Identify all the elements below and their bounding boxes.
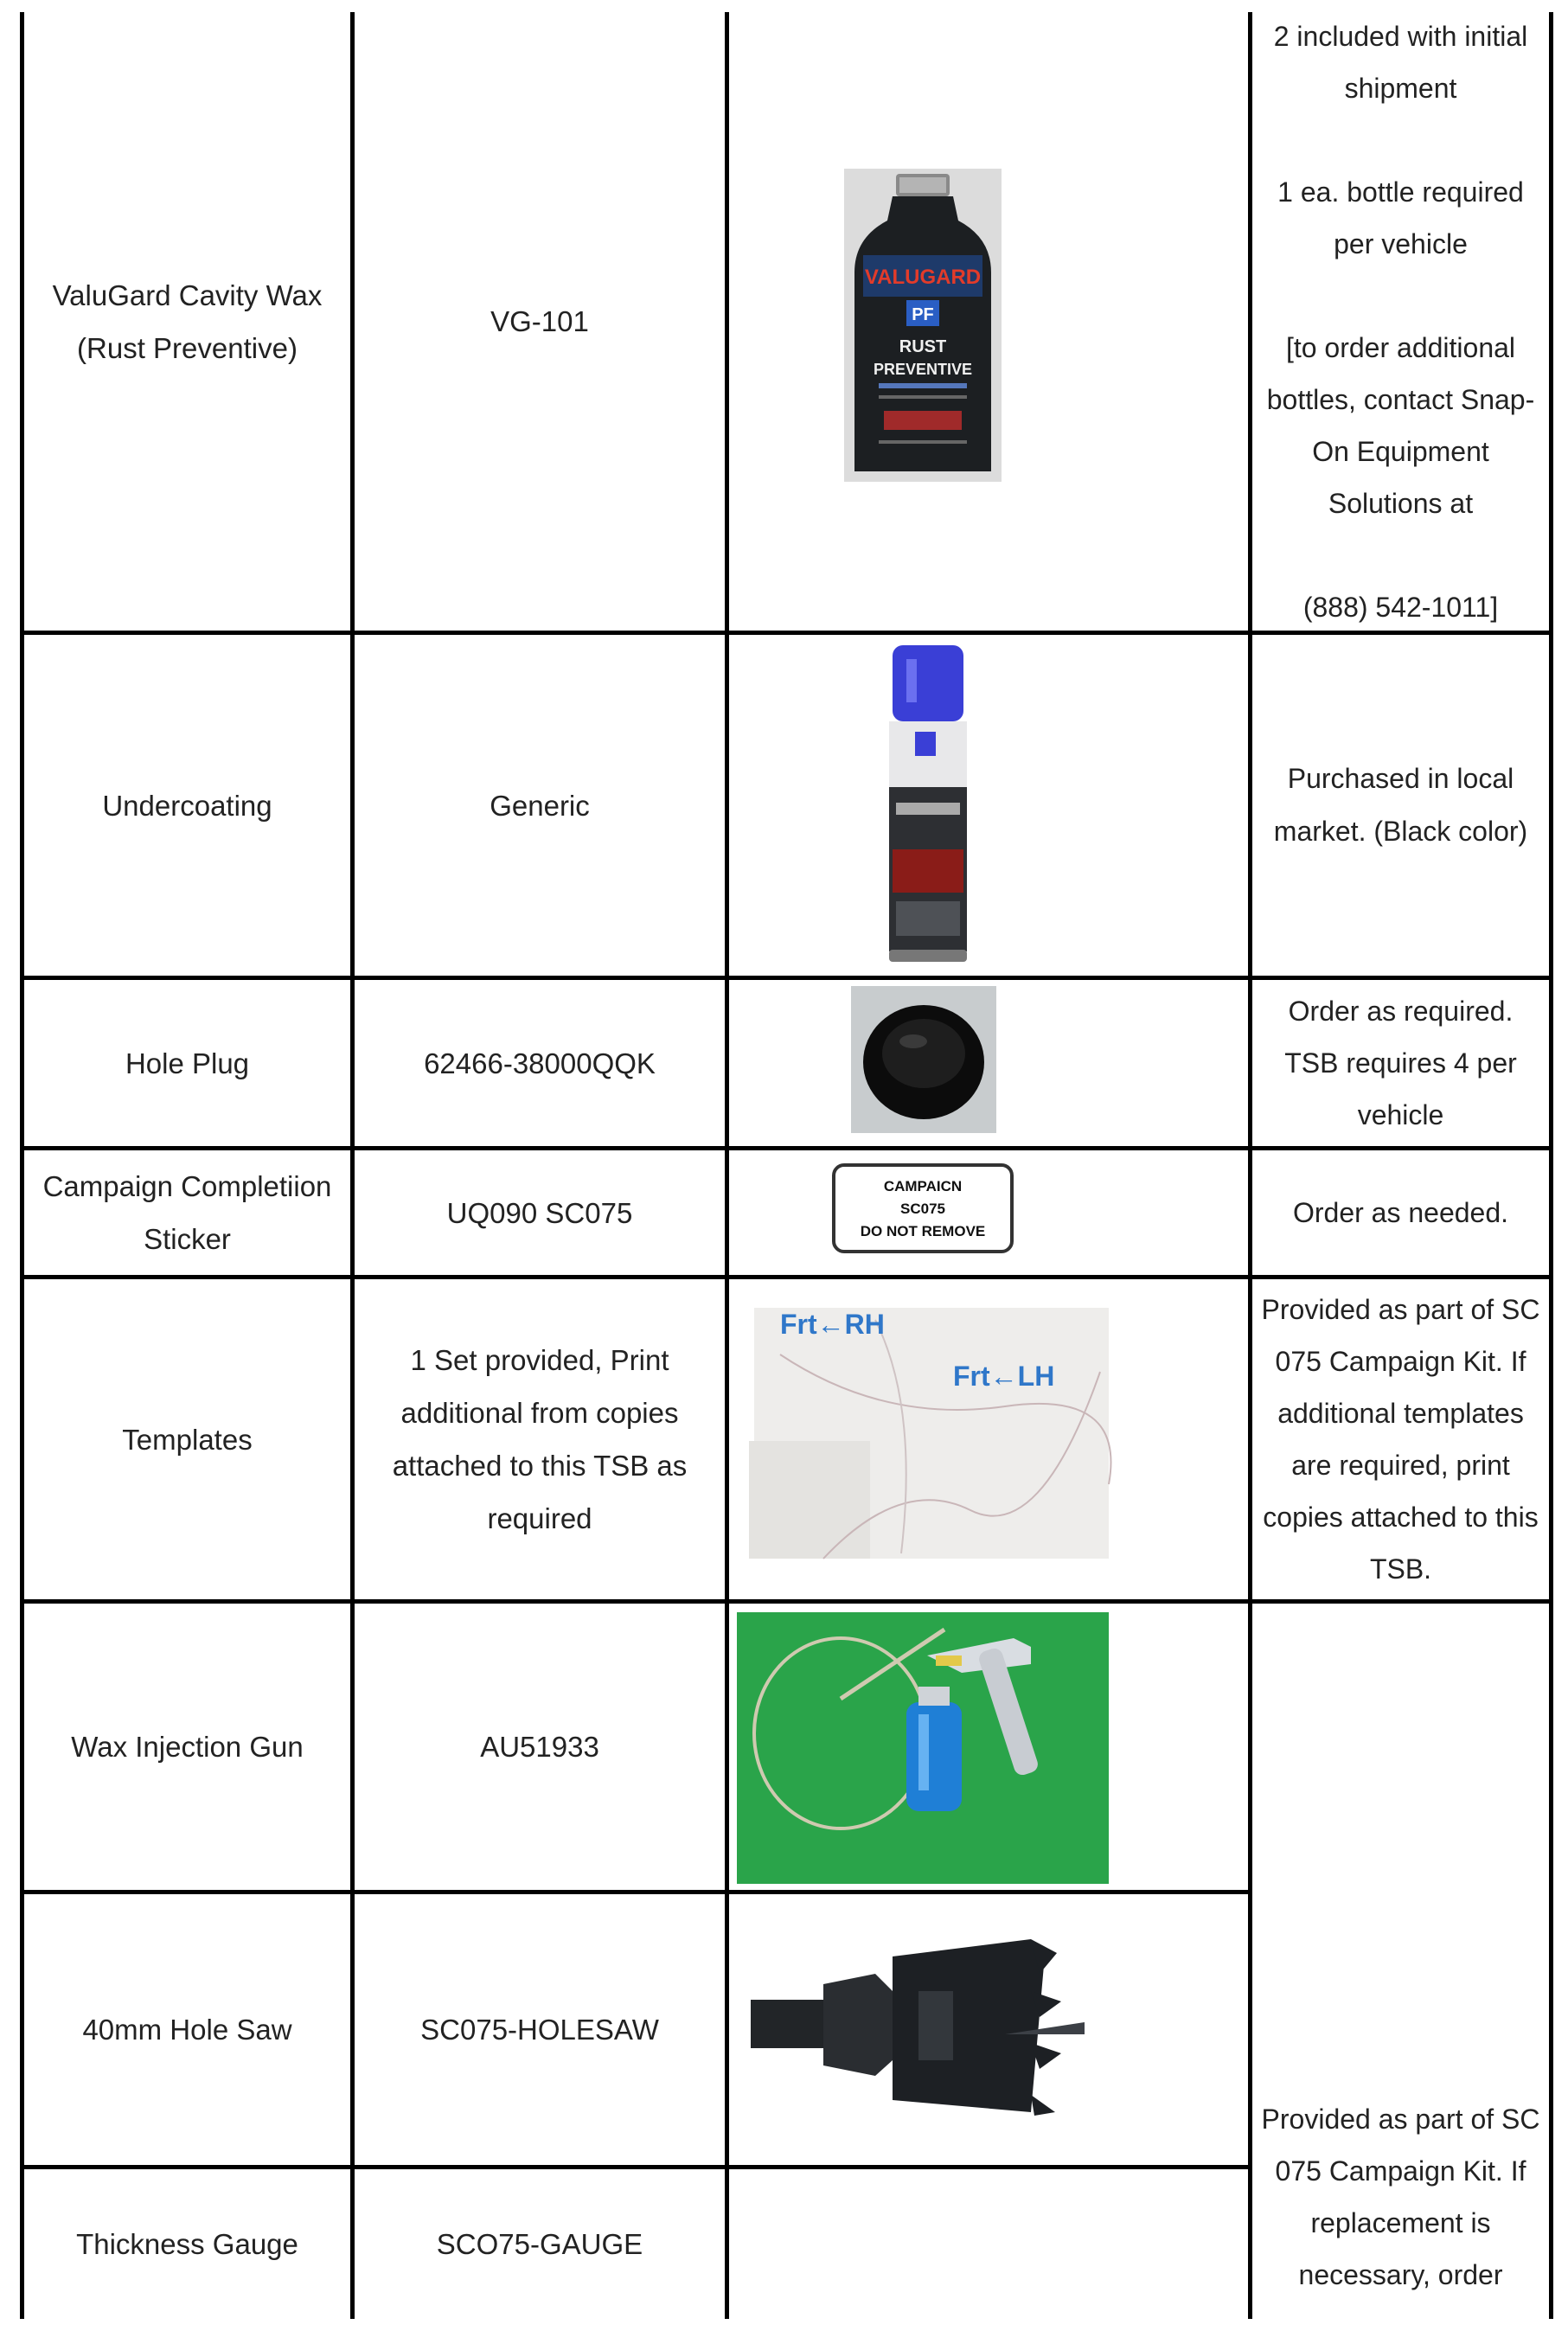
- part-number-text: Generic: [490, 789, 590, 822]
- item-notes: [1252, 635, 1549, 976]
- hole-saw-image: [746, 1905, 1091, 2154]
- part-number: [355, 1894, 725, 2165]
- part-number: [355, 1604, 725, 1890]
- item-name-text: Thickness Gauge: [76, 2228, 298, 2260]
- part-number-text: SCO75-GAUGE: [436, 2228, 643, 2260]
- item-name: [24, 2169, 350, 2319]
- wax-injection-gun-image: [737, 1612, 1109, 1884]
- merged-notes: [1252, 2093, 1549, 2331]
- part-number: [355, 980, 725, 1146]
- campaign-sticker-image: [830, 1162, 1015, 1255]
- undercoating-spray-can-image: [880, 642, 976, 965]
- item-name-text: Templates: [122, 1423, 253, 1456]
- templates-sheet-image: [746, 1303, 1117, 1562]
- item-name-text: 40mm Hole Saw: [82, 2014, 292, 2046]
- item-name: [24, 1604, 350, 1890]
- item-notes-text: Purchased in local market. (Black color): [1273, 763, 1528, 847]
- item-name-text: Wax Injection Gun: [71, 1731, 304, 1763]
- item-notes-text: Order as required. TSB requires 4 per vehicle: [1284, 996, 1517, 1130]
- black-hole-plug-image: [851, 986, 996, 1133]
- rust-preventive-bottle-image: [844, 169, 1002, 482]
- item-notes-text: 2 included with initial shipment 1 ea. bottle required per vehicle [to order additional bottles, contact Snap- On Equipment Solutions at (888) 542-1011]: [1266, 20, 1535, 623]
- bottle-label-line2: PREVENTIVE: [873, 361, 973, 378]
- item-name-text: ValuGard Cavity Wax (Rust Preventive): [52, 279, 323, 364]
- part-number: [355, 635, 725, 976]
- item-name: [24, 635, 350, 976]
- item-name: [24, 12, 350, 631]
- part-number-text: SC075-HOLESAW: [420, 2014, 659, 2046]
- part-number: [355, 1279, 725, 1599]
- item-name: [24, 1279, 350, 1599]
- table-border-right: [1549, 12, 1553, 2319]
- sticker-line2: SC075: [900, 1201, 945, 1217]
- item-name: [24, 980, 350, 1146]
- item-name-text: Campaign Completiion Sticker: [42, 1170, 332, 1255]
- item-name-text: Hole Plug: [125, 1047, 250, 1079]
- part-number: [355, 12, 725, 631]
- template-label-lh: Frt←LH: [953, 1361, 1055, 1392]
- part-number-text: 62466-38000QQK: [424, 1047, 656, 1079]
- part-number: [355, 1150, 725, 1275]
- item-name: [24, 1150, 350, 1275]
- part-number-text: UQ090 SC075: [446, 1196, 633, 1229]
- item-notes: [1252, 1150, 1549, 1275]
- bottle-brand-text: VALUGARD: [864, 266, 982, 289]
- item-notes: [1252, 1279, 1549, 1599]
- bottle-label-line1: RUST: [899, 337, 947, 356]
- item-notes-text: Order as needed.: [1292, 1196, 1509, 1228]
- part-number-text: VG-101: [490, 305, 589, 337]
- sticker-line1: CAMPAICN: [883, 1178, 963, 1194]
- item-notes-text: Provided as part of SC 075 Campaign Kit. If additional templates are required, print copies attached to this TSB.: [1261, 1294, 1540, 1585]
- sticker-line3: DO NOT REMOVE: [860, 1223, 986, 1239]
- item-notes: [1252, 980, 1549, 1146]
- part-number-text: 1 Set provided, Print additional from copies attached to this TSB as required: [392, 1344, 688, 1534]
- bottle-pf-text: PF: [912, 305, 934, 324]
- item-name-text: Undercoating: [102, 789, 272, 822]
- part-number: [355, 2169, 725, 2319]
- item-notes: [1252, 12, 1549, 631]
- table-divider-col2: [725, 12, 729, 2319]
- item-name: [24, 1894, 350, 2165]
- merged-notes-text: Provided as part of SC 075 Campaign Kit. If replacement is necessary, order: [1261, 2104, 1540, 2290]
- part-number-text: AU51933: [480, 1731, 599, 1763]
- template-label-rh: Frt←RH: [780, 1309, 885, 1340]
